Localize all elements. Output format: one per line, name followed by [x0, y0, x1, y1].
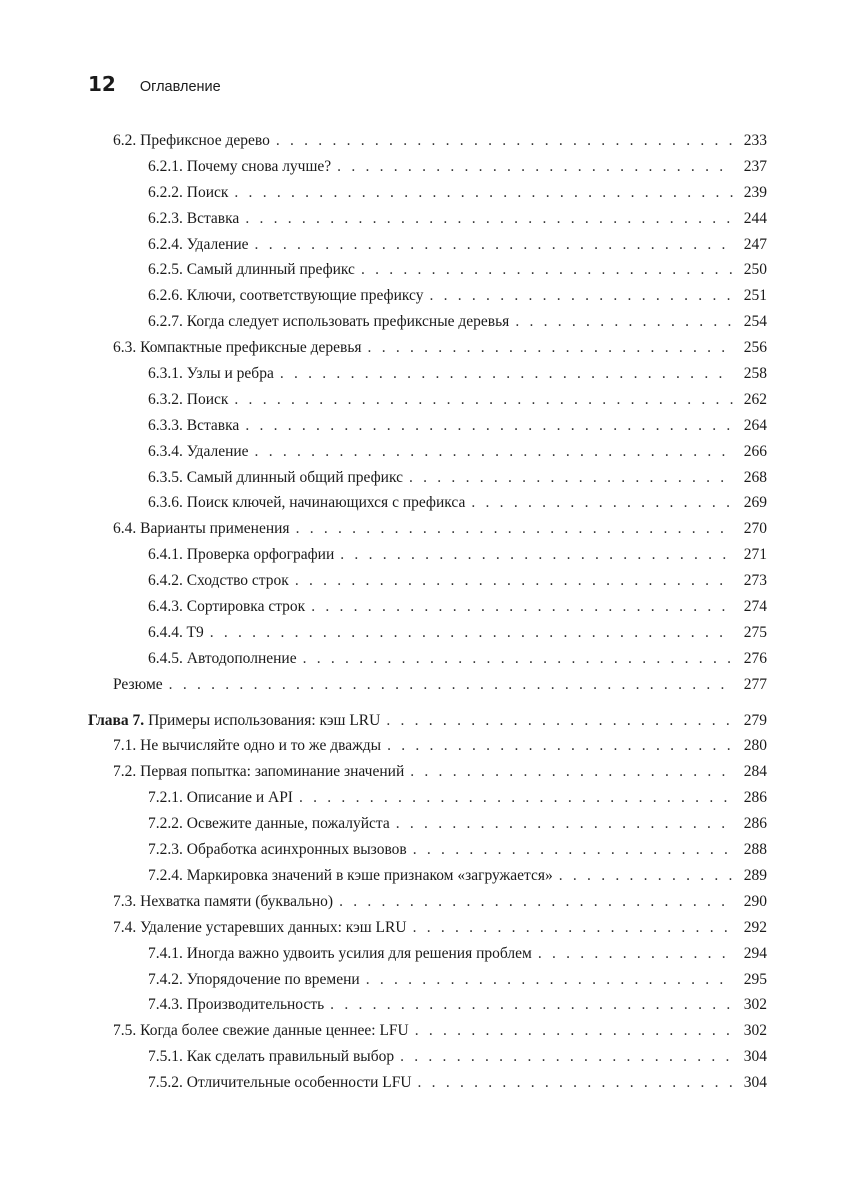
toc-entry-text: 7.4. Удаление устаревших данных: кэш LRU [113, 918, 407, 936]
toc-entry-text: 6.3.1. Узлы и ребра [148, 365, 274, 383]
toc-entry-page: 269 [743, 494, 767, 512]
toc-entry-text: 6.2.7. Когда следует использовать префиксные деревья [148, 313, 510, 331]
toc-leader-dots [340, 542, 733, 568]
toc-entry-text: 7.1. Не вычисляйте одно и то же дважды [113, 737, 382, 755]
toc-entry-text: 6.2.1. Почему снова лучше? [148, 157, 332, 175]
toc-entry-page: 284 [743, 763, 767, 781]
toc-chapter-entry [88, 708, 767, 734]
toc-entry [88, 967, 767, 993]
toc-entry-text: 7.4.3. Производительность [148, 996, 325, 1014]
toc-entry [88, 594, 767, 620]
toc-entry-title [148, 811, 390, 837]
toc-entry-page: 247 [743, 235, 767, 253]
toc-leader-dots [255, 439, 733, 465]
toc-entry-title [148, 1044, 394, 1070]
toc-leader-dots [413, 837, 733, 863]
toc-leader-dots [210, 620, 733, 646]
toc-entry [88, 941, 767, 967]
toc-entry-page: 295 [743, 970, 767, 988]
toc-entry-page: 302 [743, 996, 767, 1014]
toc-leader-dots [368, 335, 733, 361]
toc-entry [88, 992, 767, 1018]
toc-entry-title [148, 413, 239, 439]
toc-entry-text: 7.2.3. Обработка асинхронных вызовов [148, 841, 407, 859]
page-number: 12 [88, 72, 116, 96]
toc-leader-dots [413, 915, 733, 941]
toc-entry [88, 516, 767, 542]
toc-entry-page: 304 [743, 1074, 767, 1092]
toc-entry-title [148, 232, 249, 258]
toc-leader-dots [409, 465, 733, 491]
toc-entry-page: 258 [743, 365, 767, 383]
toc-entry-title [148, 1070, 412, 1096]
toc-entry [88, 490, 767, 516]
toc-entry-page: 277 [743, 675, 767, 693]
toc-entry [88, 1018, 767, 1044]
toc-entry [88, 154, 767, 180]
toc-entry [88, 361, 767, 387]
toc-entry [88, 232, 767, 258]
page-header [88, 72, 221, 102]
toc-leader-dots [255, 232, 733, 258]
toc-entry-title [148, 206, 239, 232]
toc-entry-text: 6.2. Префиксное дерево [113, 132, 270, 149]
toc-leader-dots [410, 759, 733, 785]
toc-entry-title [148, 387, 228, 413]
toc-entry-title [148, 309, 509, 335]
toc-entry [88, 889, 767, 915]
toc-leader-dots [415, 1018, 733, 1044]
toc-leader-dots [245, 413, 733, 439]
toc-entry-page: 237 [743, 157, 767, 175]
toc-entry-title [148, 646, 297, 672]
toc-leader-dots [387, 733, 733, 759]
toc-entry-text: 7.2. Первая попытка: запоминание значений [113, 763, 405, 781]
toc-entry-text: 6.4.5. Автодополнение [148, 649, 297, 667]
toc-entry [88, 733, 767, 759]
toc-leader-dots [559, 863, 733, 889]
toc-entry-title [148, 283, 423, 309]
toc-entry-text: 6.3.3. Вставка [148, 416, 240, 434]
toc-entry-text: 7.2.4. Маркировка значений в кэше признаком «загружается» [148, 866, 553, 884]
toc-entry-page: 270 [743, 520, 767, 538]
toc-leader-dots [400, 1044, 733, 1070]
toc-entry-page: 275 [743, 623, 767, 641]
toc-leader-dots [234, 387, 733, 413]
toc-entry [88, 620, 767, 646]
toc-entry-title [148, 594, 305, 620]
toc-entry [88, 1044, 767, 1070]
toc-entry-page: 286 [743, 815, 767, 833]
toc-entry-text: 6.4.3. Сортировка строк [148, 598, 306, 616]
toc-entry-title [148, 941, 532, 967]
toc-entry-text: 7.2.1. Описание и API [148, 789, 293, 807]
toc-entry-title [148, 154, 331, 180]
toc-leader-dots [396, 811, 733, 837]
toc-entry [88, 646, 767, 672]
running-head: Оглавление [139, 79, 221, 95]
toc-leader-dots [169, 672, 733, 698]
toc-entry-page: 254 [743, 313, 767, 331]
toc-entry [88, 672, 767, 698]
toc-leader-dots [339, 889, 733, 915]
toc-leader-dots [234, 180, 733, 206]
toc-entry-page: 233 [743, 132, 767, 149]
toc-entry [88, 413, 767, 439]
toc-entry-title [148, 863, 553, 889]
toc-entry-title [113, 672, 163, 698]
toc-entry-text: Примеры использования: кэш LRU [144, 711, 381, 729]
toc-entry-text: 7.4.2. Упорядочение по времени [148, 970, 360, 988]
toc-entry [88, 465, 767, 491]
toc-entry-page: 273 [743, 572, 767, 590]
toc-entry-page: 289 [743, 866, 767, 884]
toc-entry-title [113, 915, 407, 941]
toc-entry-title [148, 180, 228, 206]
toc-entry-page: 276 [743, 649, 767, 667]
toc-entry-text: 6.3.4. Удаление [148, 442, 249, 460]
toc-leader-dots [303, 646, 733, 672]
toc-entry-text: 6.3.2. Поиск [148, 390, 229, 408]
toc-entry-title [113, 889, 333, 915]
toc-entry [88, 811, 767, 837]
toc-leader-dots [429, 283, 733, 309]
toc-leader-dots [330, 992, 733, 1018]
toc-leader-dots [361, 257, 733, 283]
toc-entry-title [148, 542, 334, 568]
toc-entry-title [113, 516, 290, 542]
toc-leader-dots [295, 568, 733, 594]
toc-entry-page: 280 [743, 737, 767, 755]
toc-entry-page: 288 [743, 841, 767, 859]
toc-entry-page: 262 [743, 390, 767, 408]
toc-entry-page: 251 [743, 287, 767, 305]
toc-entry [88, 1070, 767, 1096]
toc-entry-text: 6.4.1. Проверка орфографии [148, 546, 335, 564]
toc-leader-dots [538, 941, 733, 967]
toc-leader-dots [280, 361, 733, 387]
toc-leader-dots [276, 128, 733, 154]
toc-entry-title [148, 361, 274, 387]
toc-entry-title [148, 620, 204, 646]
toc-leader-dots [337, 154, 733, 180]
toc-entry-page: 256 [743, 339, 767, 357]
toc-entry-page: 290 [743, 892, 767, 910]
toc-entry-title [148, 465, 403, 491]
toc-entry-page: 274 [743, 598, 767, 616]
toc-entry-text: 7.5.1. Как сделать правильный выбор [148, 1048, 395, 1066]
toc-entry-text: 6.4.2. Сходство строк [148, 572, 289, 590]
toc-entry-title [113, 335, 362, 361]
toc-entry-page: 286 [743, 789, 767, 807]
toc-leader-dots [366, 967, 733, 993]
toc-entry [88, 257, 767, 283]
toc-entry-text: 6.2.4. Удаление [148, 235, 249, 253]
toc-entry [88, 439, 767, 465]
toc-entry [88, 863, 767, 889]
toc-entry [88, 206, 767, 232]
toc-entry-page: 304 [743, 1048, 767, 1066]
toc-entry-text: Резюме [113, 675, 163, 693]
toc-entry-page: 302 [743, 1022, 767, 1040]
toc-entry-title [88, 708, 380, 734]
toc-entry [88, 387, 767, 413]
toc-entry [88, 283, 767, 309]
toc-entry-page: 294 [743, 944, 767, 962]
toc-entry-title [148, 257, 355, 283]
toc-chapter-label: Глава 7. [88, 711, 145, 729]
toc-entry-page: 279 [743, 711, 767, 729]
toc-leader-dots [418, 1070, 733, 1096]
toc-entry [88, 128, 767, 154]
toc-entry [88, 309, 767, 335]
toc-entry-title [113, 1018, 409, 1044]
toc-entry-title [148, 837, 407, 863]
toc-entry [88, 785, 767, 811]
toc-entry-title [113, 733, 381, 759]
toc-entry-page: 239 [743, 183, 767, 201]
toc-leader-dots [471, 490, 733, 516]
toc-entry-page: 271 [743, 546, 767, 564]
toc-entry-text: 7.5.2. Отличительные особенности LFU [148, 1074, 412, 1092]
toc-entry-page: 244 [743, 209, 767, 227]
toc-entry-page: 266 [743, 442, 767, 460]
toc-leader-dots [515, 309, 733, 335]
toc-entry-text: 6.2.5. Самый длинный префикс [148, 261, 355, 279]
toc-entry [88, 837, 767, 863]
toc-entry-title [113, 128, 270, 154]
toc-entry-text: 7.5. Когда более свежие данные ценнее: LFU [113, 1022, 409, 1040]
toc-entry [88, 915, 767, 941]
toc-entry-title [113, 759, 404, 785]
toc-entry-title [148, 568, 289, 594]
toc-entry [88, 568, 767, 594]
toc-entry [88, 335, 767, 361]
toc-entry-title [148, 490, 465, 516]
toc-entry-text: 6.3. Компактные префиксные деревья [113, 339, 362, 357]
toc-entry-text: 6.4. Варианты применения [113, 520, 290, 538]
toc-entry-text: 7.3. Нехватка памяти (буквально) [113, 892, 334, 910]
toc-entry-title [148, 992, 324, 1018]
toc-leader-dots [245, 206, 733, 232]
toc-entry-text: 6.4.4. T9 [148, 623, 204, 641]
toc-entry-page: 292 [743, 918, 767, 936]
toc-entry-page: 250 [743, 261, 767, 279]
toc-entry [88, 542, 767, 568]
toc-entry-text: 6.3.6. Поиск ключей, начинающихся с префикса [148, 494, 466, 512]
table-of-contents [88, 128, 767, 1096]
toc-entry-title [148, 439, 249, 465]
toc-entry-title [148, 967, 360, 993]
toc-entry-text: 7.2.2. Освежите данные, пожалуйста [148, 815, 390, 833]
toc-leader-dots [386, 708, 733, 734]
toc-entry-page: 264 [743, 416, 767, 434]
toc-entry-title [148, 785, 293, 811]
toc-entry-text: 6.3.5. Самый длинный общий префикс [148, 468, 403, 486]
toc-entry [88, 180, 767, 206]
toc-entry-text: 7.4.1. Иногда важно удвоить усилия для решения проблем [148, 944, 532, 962]
toc-leader-dots [296, 516, 733, 542]
toc-entry-text: 6.2.2. Поиск [148, 183, 229, 201]
toc-entry-text: 6.2.3. Вставка [148, 209, 240, 227]
toc-entry-page: 268 [743, 468, 767, 486]
toc-entry-text: 6.2.6. Ключи, соответствующие префиксу [148, 287, 424, 305]
toc-entry [88, 759, 767, 785]
toc-leader-dots [311, 594, 733, 620]
toc-leader-dots [299, 785, 733, 811]
